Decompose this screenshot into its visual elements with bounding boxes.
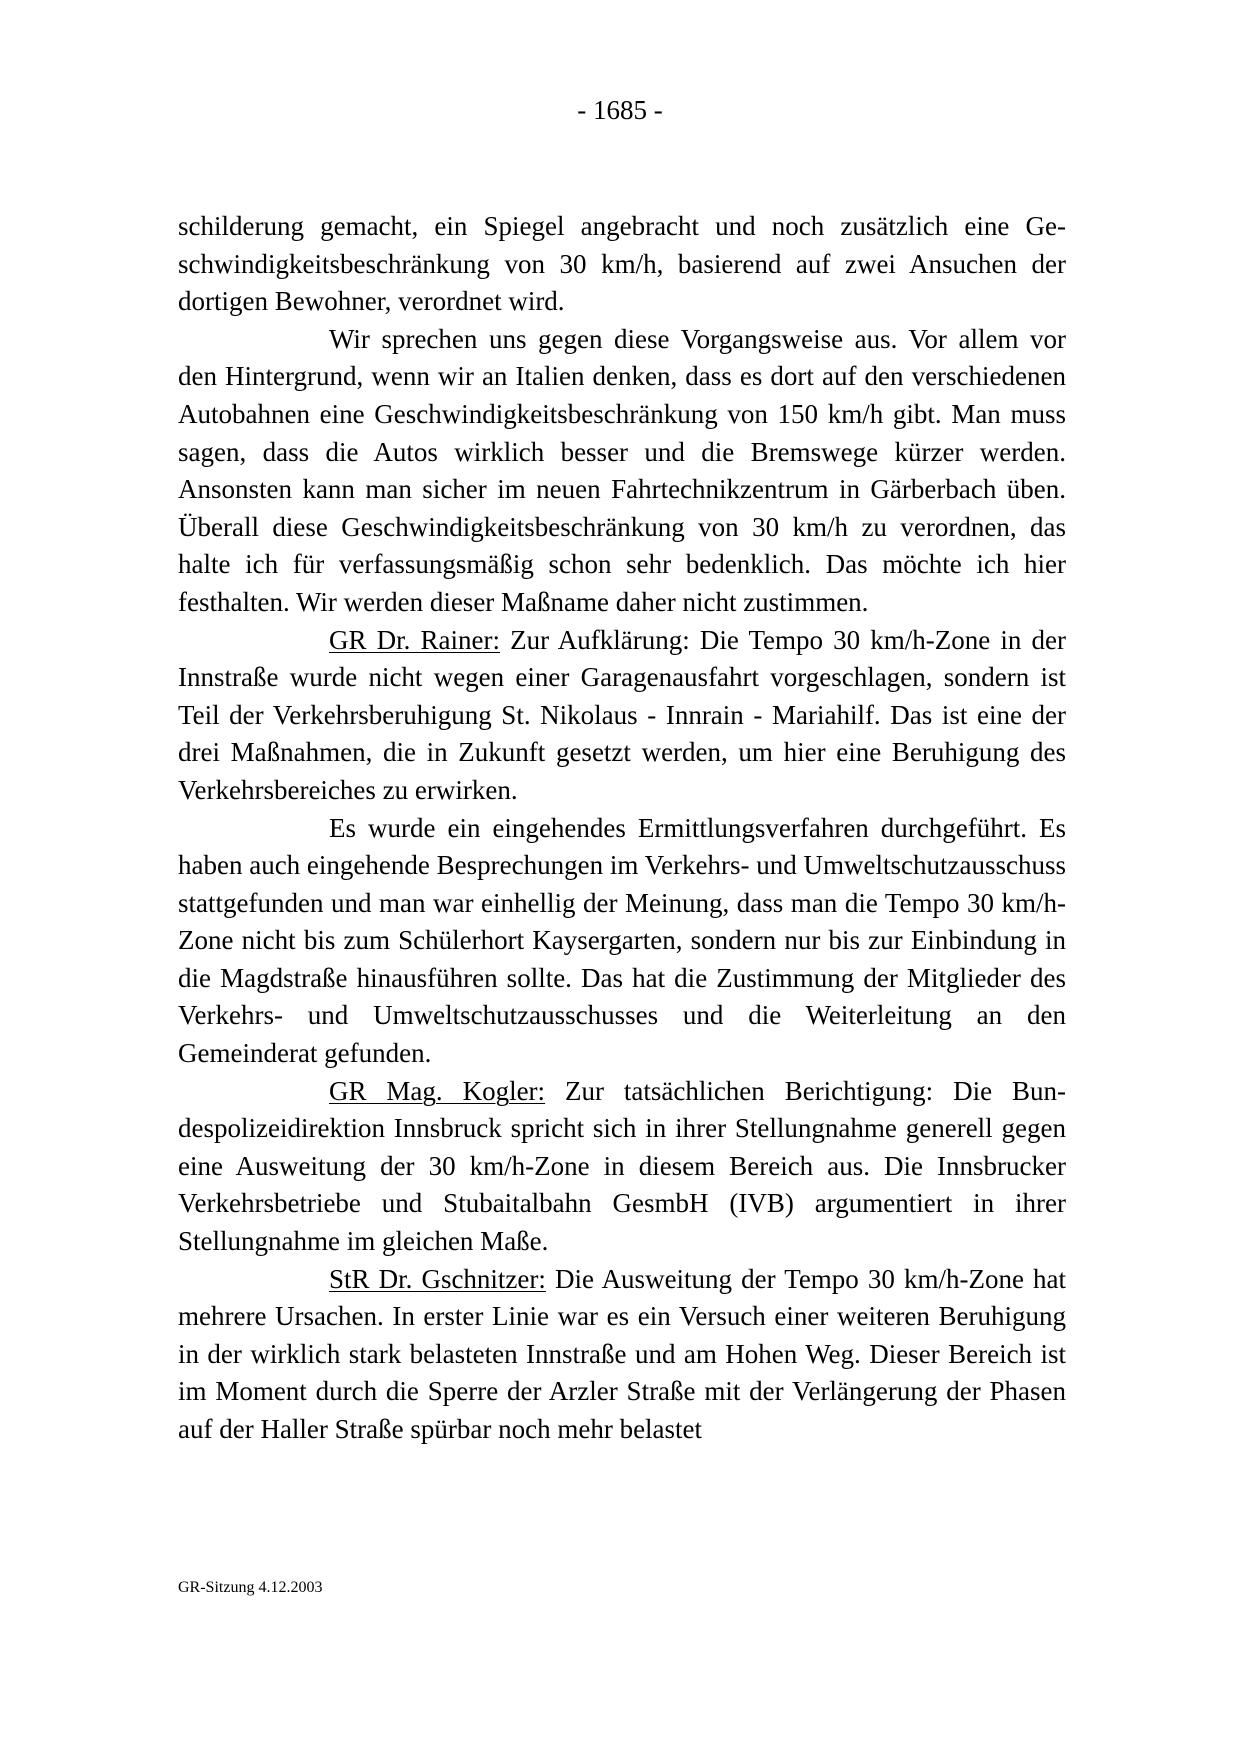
paragraph-1 <box>178 208 1066 321</box>
page-number: - 1685 - <box>577 95 663 125</box>
speaker-name: GR Mag. Kogler: <box>329 1075 546 1106</box>
paragraph-text: Es wurde ein eingehendes Ermittlungsverfahren durchgeführt. Es haben auch eingehende Besprechungen im Verkehrs- und Umweltschutzausschuss stattgefunden und man war einhellig der Meinung, dass man die Tempo 30 km/h-Zone nicht bis zum Schülerhort Kaysergarten, sondern nur bis zur Einbindung in die Magdstraße hinausführen sollte. Das hat die Zustimmung der Mitglieder des Verkehrs- und Umweltschutzausschusses und die Weiterleitung an den Gemeinderat gefunden. <box>178 812 1066 1069</box>
paragraph-text: Die Ausweitung der Tempo 30 km/h-Zone hat mehrere Ursachen. In erster Linie war es ein Versuch einer weiteren Beruhigung in der wirklich stark belasteten Innstraße und am Hohen Weg. Dieser Bereich ist im Moment durch die Sperre der Arzler Straße mit der Verlängerung der Phasen auf der Haller Straße spürbar noch mehr belastet <box>178 1263 1066 1444</box>
body-text <box>178 208 1066 1449</box>
paragraph-2 <box>178 321 1066 622</box>
paragraph-3 <box>178 622 1066 810</box>
footer-session-date: GR-Sitzung 4.12.2003 <box>178 1579 323 1596</box>
paragraph-text: Wir sprechen uns gegen diese Vorgangsweise aus. Vor allem vor den Hintergrund, wenn wir an Italien denken, dass es dort auf den verschiedenen Autobahnen eine Geschwindigkeitsbeschränkung von 150 km/h gibt. Man muss sagen, dass die Autos wirklich besser und die Bremswege kürzer werden. Ansonsten kann man sicher im neuen Fahrtechnikzentrum in Gärberbach üben. Überall diese Geschwindigkeitsbeschränkung von 30 km/h zu verordnen, das halte ich für verfassungsmäßig schon sehr bedenklich. Das möchte ich hier festhalten. Wir werden dieser Maßname daher nicht zustimmen. <box>178 323 1066 617</box>
speaker-name: GR Dr. Rainer: <box>329 624 500 655</box>
paragraph-text: Zur tatsächlichen Berichtigung: Die Bundespolizeidirektion Innsbruck spricht sich in ihrer Stellungnahme generell gegen eine Ausweitung der 30 km/h-Zone in diesem Bereich aus. Die Innsbrucker Verkehrsbetriebe und Stubaitalbahn GesmbH (IVB) argumentiert in ihrer Stellungnahme im gleichen Maße. <box>178 1075 1066 1257</box>
paragraph-text: Zur Aufklärung: Die Tempo 30 km/h-Zone in der Innstraße wurde nicht wegen einer Garagenausfahrt vorgeschlagen, sondern ist Teil der Verkehrsberuhigung St. Nikolaus - Innrain - Mariahilf. Das ist eine der drei Maßnahmen, die in Zukunft gesetzt werden, um hier eine Beruhigung des Verkehrsbereiches zu erwirken. <box>178 624 1066 805</box>
paragraph-5 <box>178 1073 1066 1261</box>
paragraph-4 <box>178 810 1066 1073</box>
paragraph-6 <box>178 1261 1066 1449</box>
paragraph-text: schilderung gemacht, ein Spiegel angebracht und noch zusätzlich eine Geschwindigkeitsbeschränkung von 30 km/h, basierend auf zwei Ansuchen der dortigen Bewohner, verordnet wird. <box>178 211 1066 317</box>
speaker-name: StR Dr. Gschnitzer: <box>329 1263 546 1294</box>
